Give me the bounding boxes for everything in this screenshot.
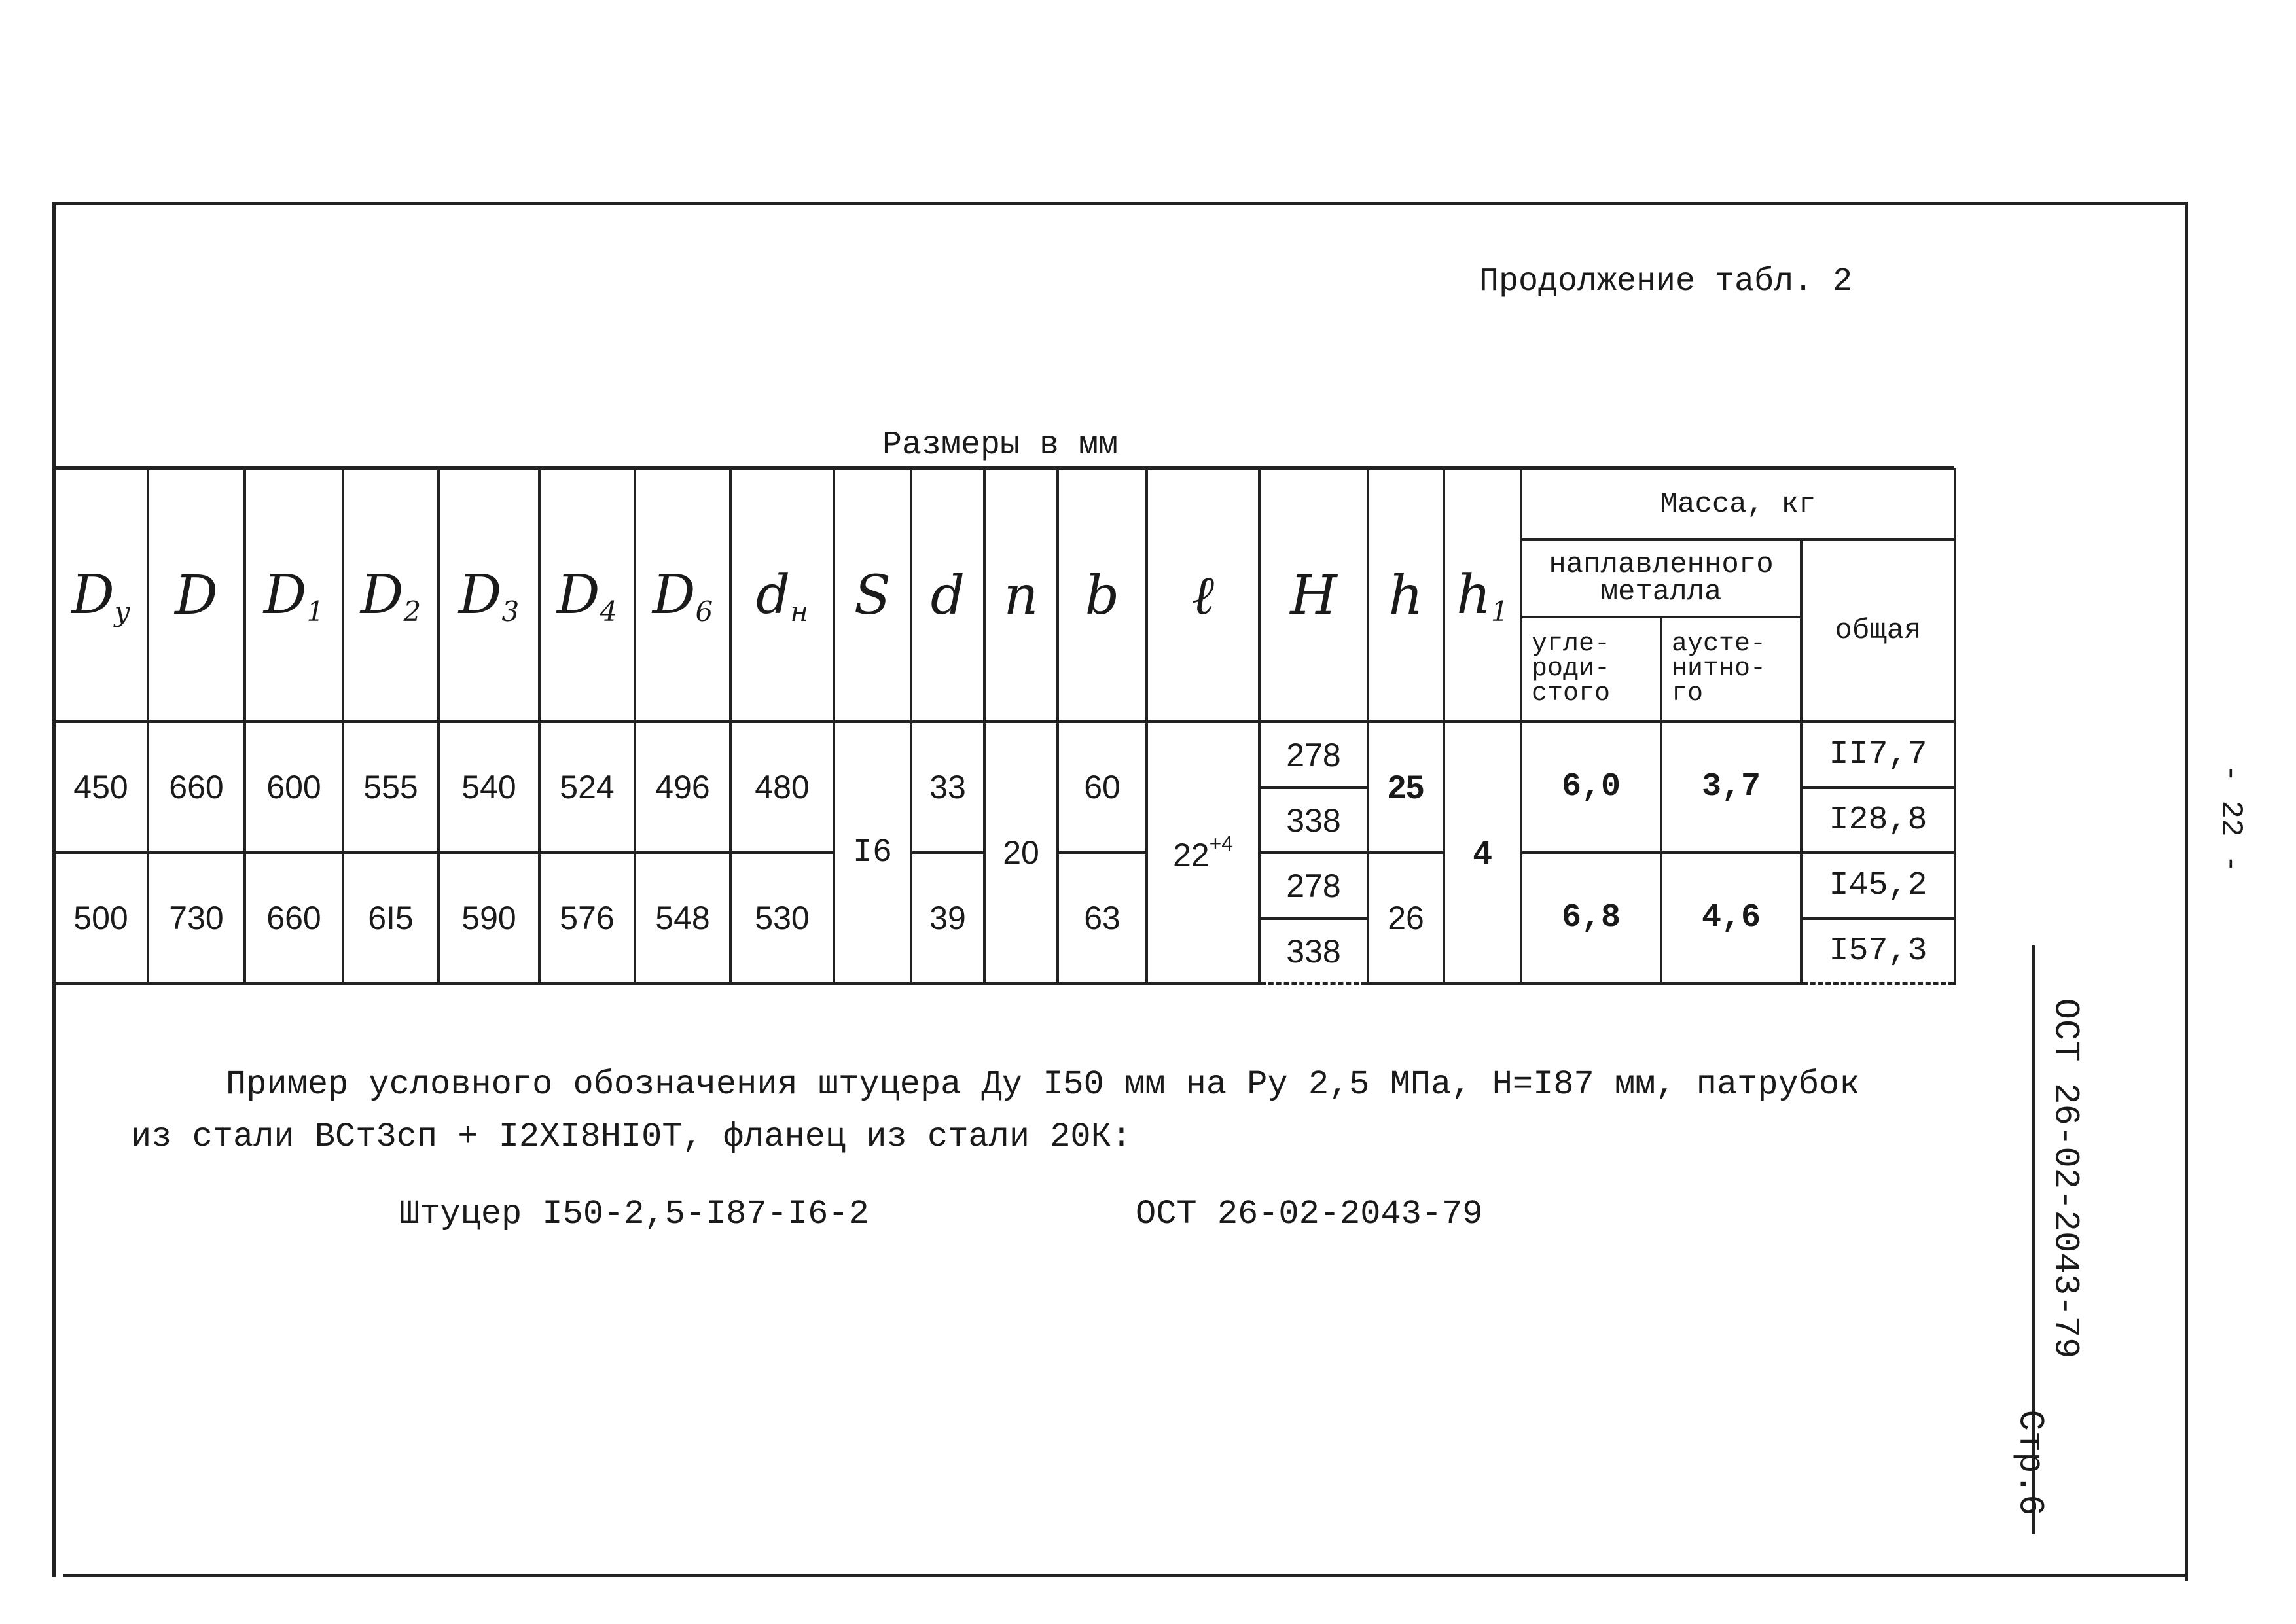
cell-H: 338 — [1259, 788, 1368, 853]
col-header-D4: $D_4$ — [539, 469, 635, 722]
example-standard: ОСТ 26-02-2043-79 — [1136, 1195, 1483, 1233]
col-header-dn: $d_н$ — [730, 469, 834, 722]
col-header-mass: Масса, кг — [1521, 469, 1955, 540]
cell-D2: 6I5 — [343, 853, 439, 983]
col-header-l: ℓ — [1147, 469, 1259, 722]
cell-H: 278 — [1259, 853, 1368, 919]
cell-D3: 590 — [439, 853, 539, 983]
cell-total: I57,3 — [1801, 919, 1955, 983]
col-header-h1: $h_1$ — [1444, 469, 1521, 722]
example-designation: Штуцер I50-2,5-I87-I6-2 — [399, 1195, 869, 1233]
frame-right-border — [2185, 202, 2188, 1581]
col-header-D6: $D_6$ — [635, 469, 730, 722]
col-header-h: h — [1368, 469, 1444, 722]
example-text-line-1: Пример условного обозначения штуцера Ду I50 мм на Ру 2,5 МПа, Н=I87 мм, патрубок — [226, 1065, 1860, 1104]
cell-h: 25 — [1368, 722, 1444, 853]
cell-d: 33 — [911, 722, 984, 853]
cell-D4: 524 — [539, 722, 635, 853]
col-header-Dy: $D_у$ — [54, 469, 148, 722]
col-header-D: D — [148, 469, 245, 722]
col-header-S: S — [834, 469, 911, 722]
side-page-label: Стр.6 — [2009, 1409, 2050, 1516]
cell-dn: 530 — [730, 853, 834, 983]
cell-D6: 548 — [635, 853, 730, 983]
cell-D6: 496 — [635, 722, 730, 853]
col-header-D2: $D_2$ — [343, 469, 439, 722]
cell-D: 660 — [148, 722, 245, 853]
cell-D3: 540 — [439, 722, 539, 853]
cell-total: I45,2 — [1801, 853, 1955, 919]
cell-S-shared: I6 — [834, 722, 911, 983]
col-header-D3: $D_3$ — [439, 469, 539, 722]
cell-l-shared: $22^{+4}$ — [1147, 722, 1259, 983]
cell-Dy: 500 — [54, 853, 148, 983]
frame-bottom-border — [63, 1574, 2188, 1577]
cell-H: 338 — [1259, 919, 1368, 983]
cell-total: II7,7 — [1801, 722, 1955, 788]
frame-top-border — [52, 202, 2188, 205]
cell-carbon: 6,8 — [1521, 853, 1661, 983]
col-header-total: общая — [1801, 540, 1955, 722]
col-header-n: n — [984, 469, 1058, 722]
cell-b: 63 — [1058, 853, 1147, 983]
example-text-line-2: из стали ВСт3сп + I2XI8HI0T, фланец из стали 20К: — [131, 1118, 1132, 1156]
cell-h: 26 — [1368, 853, 1444, 983]
dimensions-caption: Размеры в мм — [882, 427, 1119, 464]
cell-d: 39 — [911, 853, 984, 983]
cell-D4: 576 — [539, 853, 635, 983]
col-header-d: d — [911, 469, 984, 722]
cell-carbon: 6,0 — [1521, 722, 1661, 853]
cell-D: 730 — [148, 853, 245, 983]
cell-n-shared: 20 — [984, 722, 1058, 983]
cell-austenitic: 3,7 — [1661, 722, 1801, 853]
cell-b: 60 — [1058, 722, 1147, 853]
table-continuation-label: Продолжение табл. 2 — [1479, 263, 1853, 300]
cell-h1-shared: 4 — [1444, 722, 1521, 983]
col-header-b: b — [1058, 469, 1147, 722]
col-header-D1: $D_1$ — [245, 469, 343, 722]
cell-Dy: 450 — [54, 722, 148, 853]
table-row — [54, 722, 1955, 788]
cell-D1: 660 — [245, 853, 343, 983]
col-header-deposited: наплавленного металла — [1521, 540, 1801, 617]
cell-dn: 480 — [730, 722, 834, 853]
cell-D1: 600 — [245, 722, 343, 853]
page-number: - 22 - — [2213, 764, 2248, 873]
cell-D2: 555 — [343, 722, 439, 853]
side-standard-number: ОСТ 26-02-2043-79 — [2045, 998, 2085, 1359]
cell-austenitic: 4,6 — [1661, 853, 1801, 983]
cell-total: I28,8 — [1801, 788, 1955, 853]
cell-H: 278 — [1259, 722, 1368, 788]
col-header-austenitic: аусте- нитно- го — [1661, 617, 1801, 722]
col-header-carbon: угле- роди- стого — [1521, 617, 1661, 722]
col-header-H: H — [1259, 469, 1368, 722]
dimensions-table — [52, 468, 1956, 985]
